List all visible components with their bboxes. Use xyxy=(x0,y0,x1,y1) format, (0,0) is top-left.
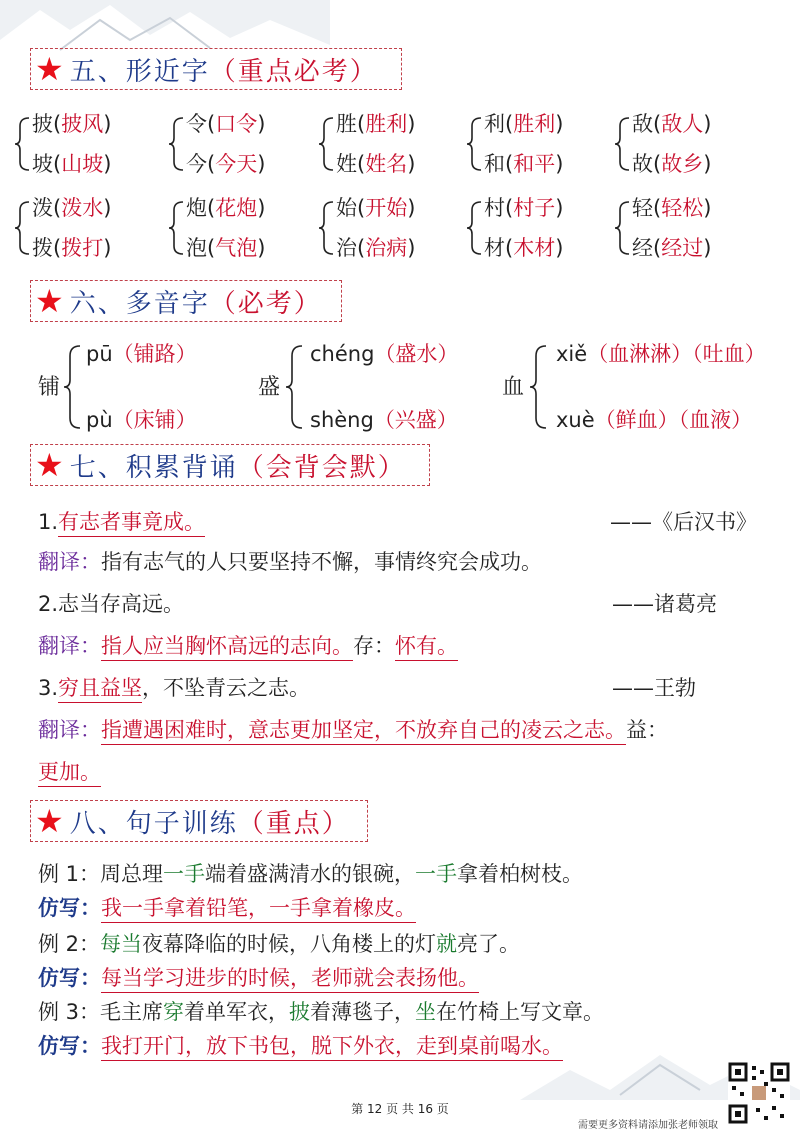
bracket-icon xyxy=(614,200,630,256)
translation-3-cont: 更加。 xyxy=(38,756,101,786)
char: 利 xyxy=(484,112,505,136)
char: 经 xyxy=(632,236,653,260)
translation-2: 翻译：指人应当胸怀高远的志向。存：怀有。 xyxy=(38,630,458,660)
bracket-icon xyxy=(614,116,630,172)
similar-line: 治(治病) xyxy=(336,236,416,260)
example-2: 例 2：每当夜幕降临的时候，八角楼上的灯就亮了。 xyxy=(38,932,521,956)
word: 气泡 xyxy=(215,236,258,260)
recite-line-1: 1.有志者事竟成。 xyxy=(38,506,205,536)
char: 拨 xyxy=(32,236,53,260)
bracket-icon xyxy=(284,344,304,430)
word: 敌人 xyxy=(661,112,704,136)
char: 炮 xyxy=(186,196,207,220)
word: 和平 xyxy=(513,152,556,176)
char: 泡 xyxy=(186,236,207,260)
section-title: 七、积累背诵 xyxy=(69,452,238,483)
similar-group xyxy=(14,192,154,270)
similar-line: 拨(拨打) xyxy=(32,236,112,260)
word: 经过 xyxy=(661,236,704,260)
word: 开始 xyxy=(365,196,408,220)
word: 花炮 xyxy=(215,196,258,220)
word: 木材 xyxy=(513,236,556,260)
similar-line: 敌(敌人) xyxy=(632,112,712,136)
translation-3: 翻译：指遭遇困难时，意志更加坚定，不放弃自己的凌云之志。益： xyxy=(38,714,668,744)
similar-group xyxy=(466,108,606,186)
example-1: 例 1：周总理一手端着盛满清水的银碗，一手拿着柏树枝。 xyxy=(38,862,584,886)
word: 胜利 xyxy=(513,112,556,136)
char: 材 xyxy=(484,236,505,260)
word: 轻松 xyxy=(661,196,704,220)
similar-line: 和(和平) xyxy=(484,152,564,176)
poly-reading: shèng（兴盛） xyxy=(310,408,458,432)
similar-line: 炮(花炮) xyxy=(186,196,266,220)
poly-char: 盛 xyxy=(258,375,281,400)
char: 披 xyxy=(32,112,53,136)
star-icon: ★ xyxy=(35,282,66,320)
poly-reading: chéng（盛水） xyxy=(310,342,459,366)
word: 村子 xyxy=(513,196,556,220)
poly-reading: pū（铺路） xyxy=(86,342,197,366)
section-note: （会背会默） xyxy=(237,452,406,483)
poly-reading: xiě（血淋淋）（吐血） xyxy=(556,342,766,366)
poly-char: 血 xyxy=(502,375,525,400)
poly-reading: pù（床铺） xyxy=(86,408,197,432)
word: 泼水 xyxy=(61,196,104,220)
poly-char: 铺 xyxy=(38,375,61,400)
section-note: （重点必考） xyxy=(209,56,378,87)
bracket-icon xyxy=(168,116,184,172)
bracket-icon xyxy=(318,200,334,256)
word: 拨打 xyxy=(61,236,104,260)
translation-1: 翻译：指有志气的人只要坚持不懈，事情终究会成功。 xyxy=(38,550,542,574)
char: 姓 xyxy=(336,152,357,176)
recite-source-1: ——《后汉书》 xyxy=(610,510,757,534)
star-icon: ★ xyxy=(35,50,66,88)
imitation-1: 仿写：我一手拿着铅笔，一手拿着橡皮。 xyxy=(38,892,416,922)
word: 故乡 xyxy=(661,152,704,176)
similar-line: 利(胜利) xyxy=(484,112,564,136)
char: 今 xyxy=(186,152,207,176)
star-icon: ★ xyxy=(35,802,66,840)
char: 村 xyxy=(484,196,505,220)
section-title: 六、多音字 xyxy=(69,288,210,319)
section-header-recite xyxy=(30,444,430,486)
bracket-icon xyxy=(528,344,548,430)
section-header-polyphonic xyxy=(30,280,342,322)
word: 披风 xyxy=(61,112,104,136)
recite-source-3: ——王勃 xyxy=(612,676,696,700)
similar-line: 胜(胜利) xyxy=(336,112,416,136)
similar-line: 泼(泼水) xyxy=(32,196,112,220)
bracket-icon xyxy=(466,116,482,172)
word: 胜利 xyxy=(365,112,408,136)
page-number: 第 12 页 共 16 页 xyxy=(351,1102,449,1116)
similar-line: 材(木材) xyxy=(484,236,564,260)
similar-line: 坡(山坡) xyxy=(32,152,112,176)
bracket-icon xyxy=(466,200,482,256)
imitation-2: 仿写：每当学习进步的时候，老师就会表扬他。 xyxy=(38,962,479,992)
footer-note: 需要更多资料请添加张老师领取 xyxy=(578,1120,718,1131)
char: 敌 xyxy=(632,112,653,136)
section-note: （重点） xyxy=(237,808,350,839)
word: 姓名 xyxy=(365,152,408,176)
similar-line: 村(村子) xyxy=(484,196,564,220)
poly-reading: xuè（鲜血）（血液） xyxy=(556,408,753,432)
char: 和 xyxy=(484,152,505,176)
similar-group xyxy=(168,108,308,186)
char: 令 xyxy=(186,112,207,136)
similar-line: 令(口令) xyxy=(186,112,266,136)
star-icon: ★ xyxy=(35,446,66,484)
section-header-sentences xyxy=(30,800,368,842)
word: 今天 xyxy=(215,152,258,176)
word: 口令 xyxy=(215,112,258,136)
char: 治 xyxy=(336,236,357,260)
word: 治病 xyxy=(365,236,408,260)
section-header-similar-chars xyxy=(30,48,402,90)
bracket-icon xyxy=(14,200,30,256)
similar-group xyxy=(14,108,154,186)
char: 坡 xyxy=(32,152,53,176)
similar-line: 始(开始) xyxy=(336,196,416,220)
example-3: 例 3：毛主席穿着单军衣，披着薄毯子，坐在竹椅上写文章。 xyxy=(38,1000,605,1024)
char: 故 xyxy=(632,152,653,176)
similar-line: 故(故乡) xyxy=(632,152,712,176)
recite-source-2: ——诸葛亮 xyxy=(612,592,717,616)
bracket-icon xyxy=(318,116,334,172)
similar-group xyxy=(614,192,754,270)
similar-group xyxy=(318,192,458,270)
char: 胜 xyxy=(336,112,357,136)
similar-group xyxy=(168,192,308,270)
word: 山坡 xyxy=(61,152,104,176)
char: 轻 xyxy=(632,196,653,220)
bracket-icon xyxy=(14,116,30,172)
similar-line: 轻(轻松) xyxy=(632,196,712,220)
bracket-icon xyxy=(62,344,82,430)
qr-code-icon xyxy=(728,1062,790,1124)
char: 泼 xyxy=(32,196,53,220)
similar-line: 姓(姓名) xyxy=(336,152,416,176)
similar-line: 经(经过) xyxy=(632,236,712,260)
similar-group xyxy=(318,108,458,186)
imitation-3: 仿写：我打开门，放下书包，脱下外衣，走到桌前喝水。 xyxy=(38,1030,563,1060)
recite-line-3: 3.穷且益坚，不坠青云之志。 xyxy=(38,672,310,702)
similar-group xyxy=(466,192,606,270)
similar-group xyxy=(614,108,754,186)
section-title: 五、形近字 xyxy=(69,56,210,87)
similar-line: 披(披风) xyxy=(32,112,112,136)
recite-line-2: 2.志当存高远。 xyxy=(38,592,185,616)
section-note: （必考） xyxy=(209,288,322,319)
similar-line: 今(今天) xyxy=(186,152,266,176)
section-title: 八、句子训练 xyxy=(69,808,238,839)
bracket-icon xyxy=(168,200,184,256)
char: 始 xyxy=(336,196,357,220)
similar-line: 泡(气泡) xyxy=(186,236,266,260)
